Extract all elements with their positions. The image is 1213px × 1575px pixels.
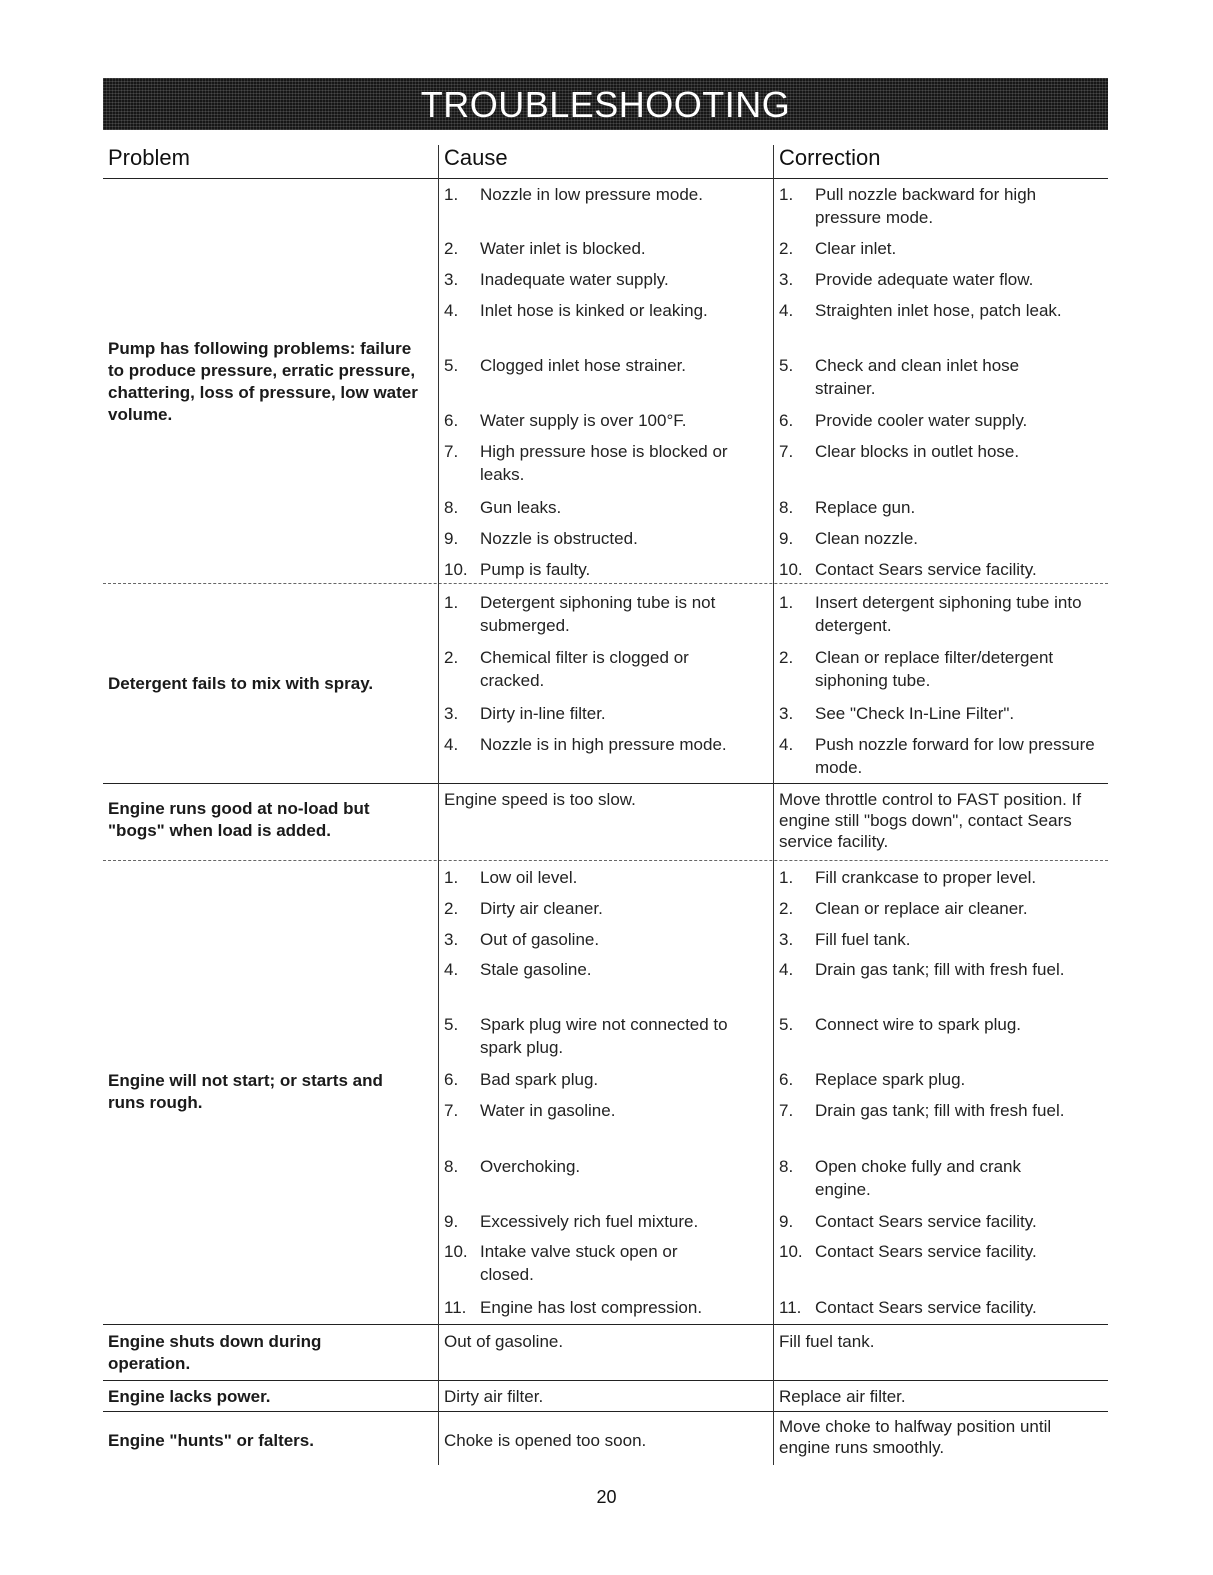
cause-text: Nozzle is obstructed.	[480, 529, 638, 548]
correction-number: 4.	[779, 960, 794, 979]
problem-detergent: Detergent fails to mix with spray.	[108, 674, 374, 693]
cause-number: 6.	[444, 1070, 459, 1089]
correction-text: Contact Sears service facility.	[815, 1298, 1037, 1317]
correction-text: Clean or replace filter/detergent siphoning tube.	[815, 648, 1054, 690]
correction-text: Connect wire to spark plug.	[815, 1015, 1021, 1034]
problem-pump: Pump has following problems: failure to produce pressure, erratic pressure, chattering, loss of pressure, low water volume.	[108, 339, 418, 424]
section-divider	[103, 783, 1108, 784]
cause-number: 1.	[444, 593, 459, 612]
section-divider	[103, 1411, 1108, 1412]
correction-number: 10.	[779, 560, 803, 579]
cause-text: Nozzle is in high pressure mode.	[480, 735, 727, 754]
cause-number: 1.	[444, 185, 459, 204]
cause-text: Nozzle in low pressure mode.	[480, 185, 703, 204]
correction-text: Clear blocks in outlet hose.	[815, 442, 1020, 461]
correction-number: 3.	[779, 704, 794, 723]
cause-number: 9.	[444, 1212, 459, 1231]
cause-text: Dirty in-line filter.	[480, 704, 606, 723]
correction-number: 1.	[779, 593, 794, 612]
problem-engine-lacks-power: Engine lacks power.	[108, 1387, 271, 1406]
correction-text: Fill crankcase to proper level.	[815, 868, 1037, 887]
cause-text: Dirty air filter.	[444, 1387, 544, 1406]
cause-text: Dirty air cleaner.	[480, 899, 603, 918]
correction-text: Fill fuel tank.	[815, 930, 911, 949]
problem-engine-no-start: Engine will not start; or starts and runs rough.	[108, 1071, 383, 1112]
correction-text: Insert detergent siphoning tube into detergent.	[815, 593, 1082, 635]
problem-engine-bogs: Engine runs good at no-load but "bogs" when load is added.	[108, 799, 370, 840]
correction-text: Clean or replace air cleaner.	[815, 899, 1028, 918]
page-title: TROUBLESHOOTING	[420, 84, 791, 125]
correction-text: Clean nozzle.	[815, 529, 919, 548]
correction-number: 11.	[779, 1298, 802, 1317]
cause-number: 8.	[444, 1157, 459, 1176]
correction-number: 2.	[779, 899, 794, 918]
correction-text: Straighten inlet hose, patch leak.	[815, 301, 1062, 320]
cause-number: 2.	[444, 239, 459, 258]
cause-text: Spark plug wire not connected to spark plug.	[480, 1015, 728, 1057]
correction-text: Replace air filter.	[779, 1387, 906, 1406]
correction-number: 1.	[779, 868, 794, 887]
cause-number: 10.	[444, 560, 468, 579]
correction-number: 7.	[779, 1101, 794, 1120]
cause-number: 3.	[444, 930, 459, 949]
cause-text: Choke is opened too soon.	[444, 1431, 647, 1450]
cause-text: Gun leaks.	[480, 498, 562, 517]
correction-number: 6.	[779, 411, 794, 430]
column-divider-correction	[773, 145, 774, 1465]
cause-number: 11.	[444, 1298, 467, 1317]
cause-text: Inadequate water supply.	[480, 270, 669, 289]
cause-text: Detergent siphoning tube is not submerged.	[480, 593, 716, 635]
correction-number: 5.	[779, 356, 794, 375]
correction-number: 4.	[779, 301, 794, 320]
correction-text: Open choke fully and crank engine.	[815, 1157, 1022, 1199]
cause-number: 9.	[444, 529, 459, 548]
correction-text: Contact Sears service facility.	[815, 1242, 1037, 1261]
correction-number: 3.	[779, 930, 794, 949]
correction-text: Fill fuel tank.	[779, 1332, 875, 1351]
correction-text: Contact Sears service facility.	[815, 1212, 1037, 1231]
correction-number: 1.	[779, 185, 794, 204]
correction-text: Push nozzle forward for low pressure mode.	[815, 735, 1095, 777]
section-divider	[103, 1324, 1108, 1325]
correction-text: Clear inlet.	[815, 239, 897, 258]
cause-number: 5.	[444, 1015, 459, 1034]
section-divider	[103, 583, 1108, 584]
cause-number: 1.	[444, 868, 459, 887]
cause-number: 7.	[444, 1101, 459, 1120]
correction-text: Pull nozzle backward for high pressure mode.	[815, 185, 1037, 227]
column-header-correction: Correction	[779, 145, 881, 170]
cause-text: Chemical filter is clogged or cracked.	[480, 648, 689, 690]
cause-number: 6.	[444, 411, 459, 430]
correction-text: Contact Sears service facility.	[815, 560, 1037, 579]
cause-text: Out of gasoline.	[480, 930, 600, 949]
correction-number: 8.	[779, 498, 794, 517]
problem-engine-hunts: Engine "hunts" or falters.	[108, 1431, 314, 1450]
cause-text: Engine has lost compression.	[480, 1298, 703, 1317]
correction-number: 3.	[779, 270, 794, 289]
correction-number: 2.	[779, 239, 794, 258]
correction-number: 2.	[779, 648, 794, 667]
correction-number: 7.	[779, 442, 794, 461]
cause-text: Out of gasoline.	[444, 1332, 564, 1351]
cause-number: 2.	[444, 648, 459, 667]
cause-text: Clogged inlet hose strainer.	[480, 356, 687, 375]
page-number: 20	[596, 1487, 617, 1507]
cause-text: Overchoking.	[480, 1157, 581, 1176]
cause-number: 4.	[444, 960, 459, 979]
cause-text: Pump is faulty.	[480, 560, 591, 579]
correction-text: Move choke to halfway position until engine runs smoothly.	[779, 1417, 1052, 1457]
cause-number: 4.	[444, 301, 459, 320]
correction-number: 8.	[779, 1157, 794, 1176]
section-divider	[103, 1380, 1108, 1381]
column-header-cause: Cause	[444, 145, 508, 170]
problem-engine-shuts-down: Engine shuts down during operation.	[108, 1332, 322, 1373]
cause-text: Inlet hose is kinked or leaking.	[480, 301, 708, 320]
cause-text: Excessively rich fuel mixture.	[480, 1212, 699, 1231]
correction-number: 9.	[779, 1212, 794, 1231]
cause-text: Low oil level.	[480, 868, 578, 887]
cause-text: Stale gasoline.	[480, 960, 592, 979]
cause-text: Bad spark plug.	[480, 1070, 599, 1089]
section-divider	[103, 860, 1108, 861]
cause-number: 4.	[444, 735, 459, 754]
correction-text: Drain gas tank; fill with fresh fuel.	[815, 960, 1065, 979]
correction-text: Replace gun.	[815, 498, 916, 517]
cause-text: Intake valve stuck open or closed.	[480, 1242, 678, 1284]
header-rule	[103, 178, 1108, 179]
cause-text: Water inlet is blocked.	[480, 239, 646, 258]
cause-number: 8.	[444, 498, 459, 517]
column-header-problem: Problem	[108, 145, 190, 170]
correction-text: Drain gas tank; fill with fresh fuel.	[815, 1101, 1065, 1120]
cause-number: 3.	[444, 270, 459, 289]
correction-number: 6.	[779, 1070, 794, 1089]
cause-number: 2.	[444, 899, 459, 918]
cause-text: Water in gasoline.	[480, 1101, 616, 1120]
correction-number: 5.	[779, 1015, 794, 1034]
correction-text: Provide adequate water flow.	[815, 270, 1034, 289]
cause-text: High pressure hose is blocked or leaks.	[480, 442, 728, 484]
correction-number: 10.	[779, 1242, 803, 1261]
cause-number: 5.	[444, 356, 459, 375]
column-divider-cause	[438, 145, 439, 1465]
correction-number: 9.	[779, 529, 794, 548]
correction-text: Check and clean inlet hose strainer.	[815, 356, 1020, 398]
title-banner	[103, 78, 1108, 130]
cause-number: 7.	[444, 442, 459, 461]
correction-number: 4.	[779, 735, 794, 754]
correction-text: Provide cooler water supply.	[815, 411, 1028, 430]
cause-number: 10.	[444, 1242, 468, 1261]
cause-text: Engine speed is too slow.	[444, 790, 636, 809]
correction-text: See "Check In-Line Filter".	[815, 704, 1015, 723]
correction-text: Replace spark plug.	[815, 1070, 966, 1089]
correction-text: Move throttle control to FAST position. If engine still "bogs down", contact Sears service facility.	[779, 790, 1082, 851]
cause-text: Water supply is over 100°F.	[480, 411, 687, 430]
cause-number: 3.	[444, 704, 459, 723]
